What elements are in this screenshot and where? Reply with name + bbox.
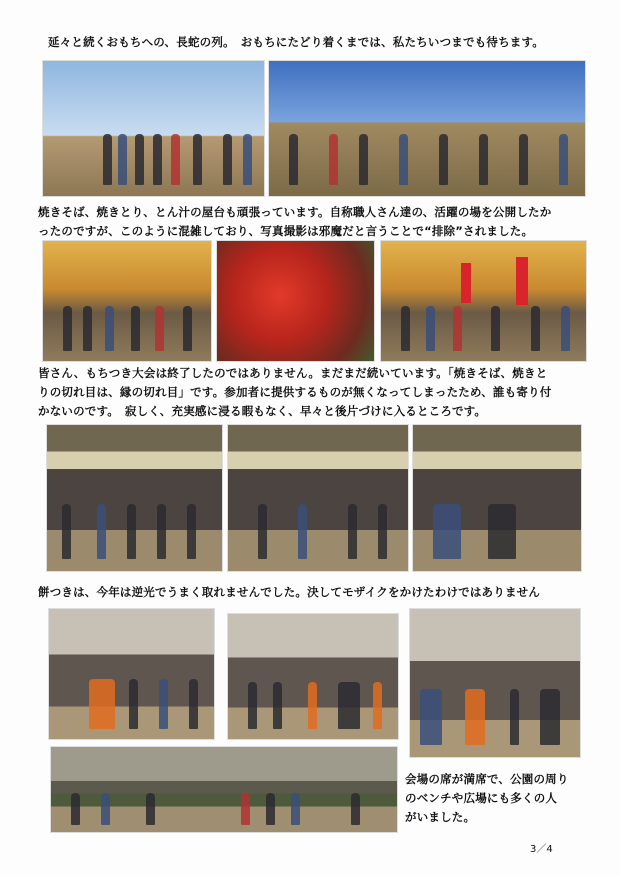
photo-yakitori-stall — [380, 240, 587, 362]
caption-cleanup-line3: かないのです。 寂しく、充実感に浸る暇もなく、早々と後片づけに入るところです。 — [38, 404, 487, 418]
photo-mochitsuki-left — [48, 608, 215, 740]
caption-park-line2: のベンチや広場にも多くの人 — [405, 791, 558, 805]
photo-cleanup-right — [412, 424, 582, 572]
banner-yakitori-right — [516, 257, 528, 305]
photo-park-benches — [50, 746, 398, 833]
photo-queue-park — [268, 60, 586, 197]
page-number: 3／4 — [530, 844, 553, 855]
photo-mochitsuki-right — [409, 608, 581, 758]
caption-cleanup-line2: りの切れ目は、縁の切れ目」です。参加者に提供するものが無くなってしまったため、誰も寄り付 — [38, 385, 552, 399]
banner-yakitori-left — [461, 263, 471, 303]
photo-cleanup-left — [46, 424, 223, 572]
photo-cleanup-center — [227, 424, 409, 572]
caption-mochitsuki: 餅つきは、今年は逆光でうまく取れませんでした。決してモザイクをかけたわけではありません — [38, 585, 541, 599]
caption-line-queue: 延々と続くおもちへの、長蛇の列。 おもちにたどり着くまでは、私たちいつまでも待ちます。 — [48, 35, 544, 49]
photo-red-maple — [216, 240, 375, 362]
photo-stalls-crowd — [42, 240, 212, 362]
photo-mochitsuki-center — [227, 613, 399, 740]
caption-stalls-line1: 焼きそば、焼きとり、とん汁の屋台も頑張っています。自称職人さん達の、活躍の場を公開したか — [38, 205, 552, 219]
caption-cleanup-line1: 皆さん、もちつき大会は終了したのではありません。まだまだ続いています。「焼きそば、焼きと — [38, 366, 548, 380]
caption-stalls-line2: ったのですが、このように混雑しており、写真撮影は邪魔だと言うことで“排除”されました。 — [38, 224, 534, 238]
photo-queue-street — [42, 60, 265, 197]
caption-park-line3: がいました。 — [405, 810, 476, 824]
caption-park-line1: 会場の席が満席で、公園の周り — [405, 772, 569, 786]
